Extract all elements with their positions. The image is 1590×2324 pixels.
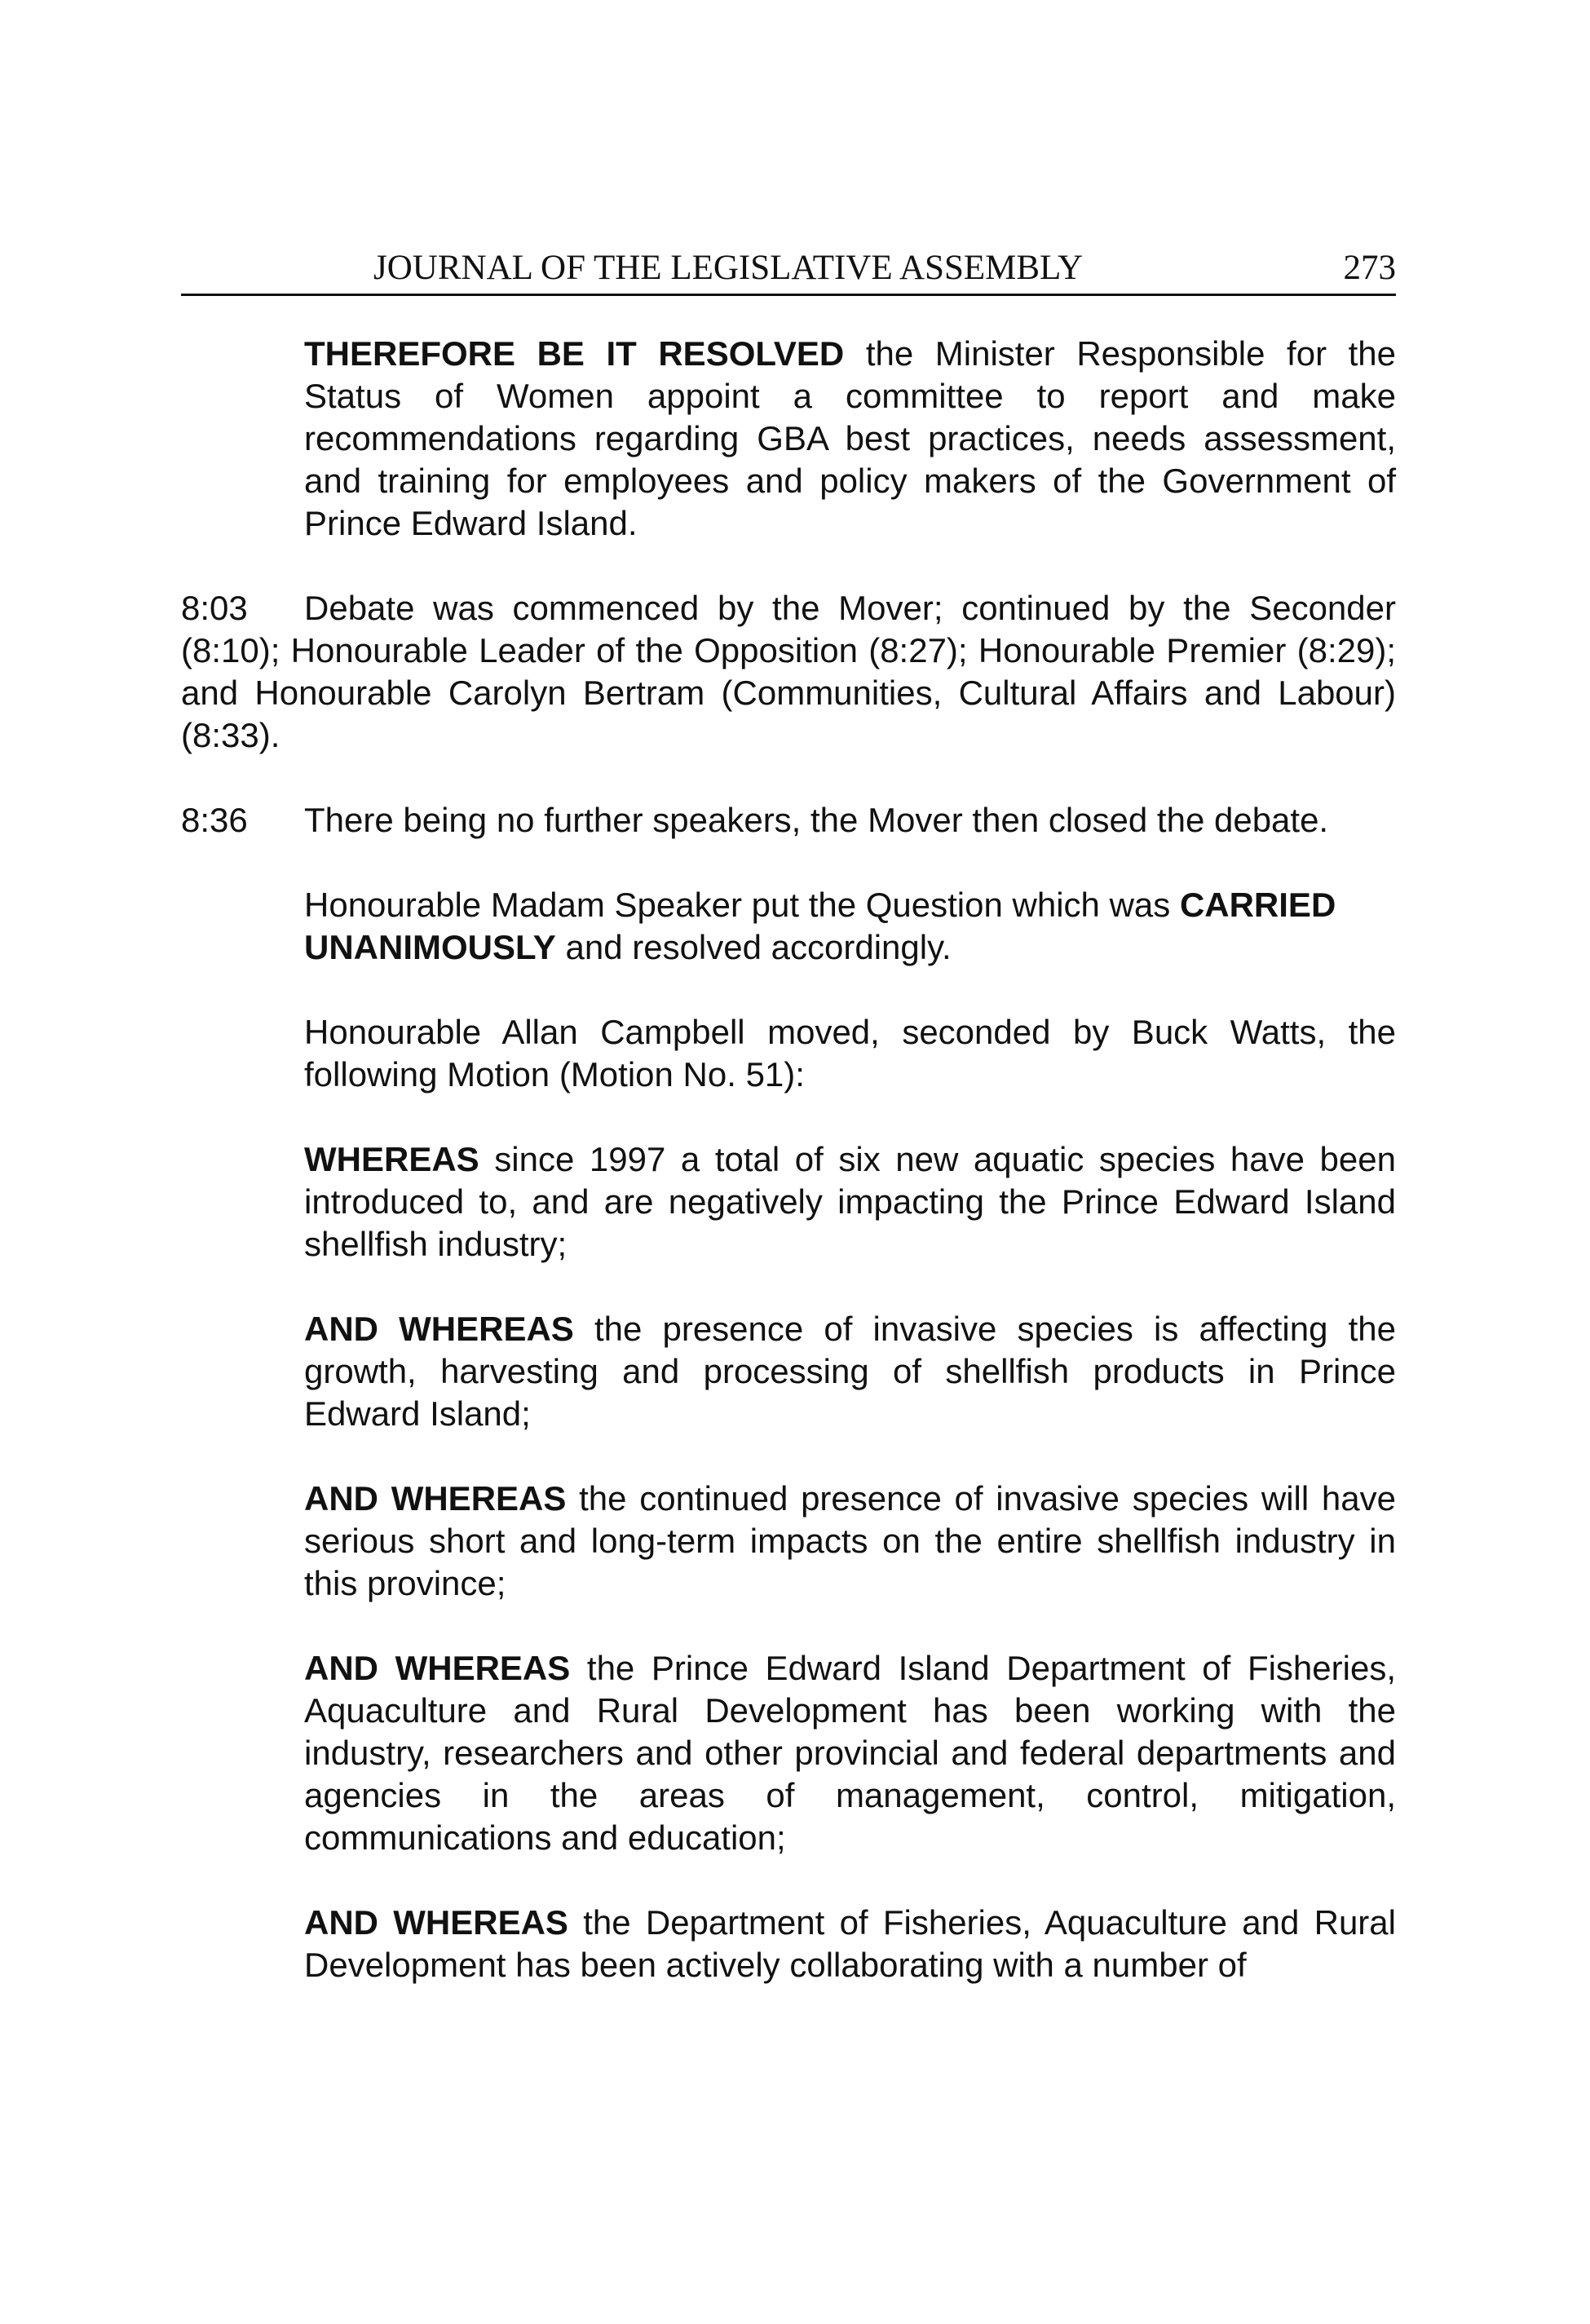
journal-title: JOURNAL OF THE LEGISLATIVE ASSEMBLY: [373, 249, 1084, 287]
whereas-heading-1: WHEREAS: [304, 1140, 479, 1178]
whereas-heading-2: AND WHEREAS: [304, 1310, 574, 1348]
resolved-heading: THEREFORE BE IT RESOLVED: [304, 334, 845, 373]
question-text-after: and resolved accordingly.: [555, 928, 952, 966]
resolved-text: the Minister Responsible for the Status of Women appoint a committee to report and make recommendations regarding GBA best practices, needs assessment, and training for employees and policy makers of the Government of Prince Edward Island.: [304, 334, 1396, 542]
page-number: 273: [1343, 249, 1396, 287]
whereas-paragraph-2: [304, 1308, 1396, 1435]
closed-paragraph: [181, 799, 1396, 842]
question-text-before: Honourable Madam Speaker put the Question which was: [304, 886, 1180, 924]
journal-body: [181, 333, 1396, 1986]
whereas-text-4: the Prince Edward Island Department of Fisheries, Aquaculture and Rural Development has been working with the industry, researchers and other provincial and federal departments and agencies in the areas of management, control, mitigation, communications and education;: [304, 1649, 1396, 1857]
whereas-heading-4: AND WHEREAS: [304, 1649, 571, 1687]
debate-text: Debate was commenced by the Mover; continued by the Seconder (8:10); Honourable Leader of the Opposition (8:27); Honourable Premier (8:29); and Honourable Carolyn Bertram (Communities, Cultural Affairs and Labour) (8:33).: [181, 589, 1396, 754]
whereas-paragraph-5: [304, 1902, 1396, 1986]
motion-text: Honourable Allan Campbell moved, seconded by Buck Watts, the following Motion (Motion No. 51):: [304, 1013, 1396, 1094]
question-paragraph: [304, 884, 1396, 969]
page-header: [181, 243, 1396, 296]
closed-time: 8:36: [181, 801, 248, 839]
whereas-heading-3: AND WHEREAS: [304, 1479, 567, 1518]
whereas-text-5: the Department of Fisheries, Aquaculture and Rural Development has been actively collaborating with a number of: [304, 1903, 1396, 1984]
whereas-text-2: the presence of invasive species is affecting the growth, harvesting and processing of shellfish products in Prince Edward Island;: [304, 1310, 1396, 1433]
debate-paragraph: [181, 587, 1396, 757]
whereas-heading-5: AND WHEREAS: [304, 1903, 568, 1942]
resolution-paragraph: [304, 333, 1396, 545]
motion-paragraph: [304, 1011, 1396, 1096]
question-result: CARRIED UNANIMOUSLY: [304, 886, 1336, 966]
debate-time: 8:03: [181, 589, 248, 627]
whereas-text-3: the continued presence of invasive species will have serious short and long-term impacts on the entire shellfish industry in this province;: [304, 1479, 1396, 1602]
whereas-paragraph-4: [304, 1647, 1396, 1859]
closed-text: There being no further speakers, the Mover then closed the debate.: [304, 801, 1329, 839]
whereas-paragraph-3: [304, 1478, 1396, 1605]
whereas-text-1: since 1997 a total of six new aquatic species have been introduced to, and are negatively impacting the Prince Edward Island shellfish industry;: [304, 1140, 1396, 1263]
whereas-paragraph-1: [304, 1138, 1396, 1266]
